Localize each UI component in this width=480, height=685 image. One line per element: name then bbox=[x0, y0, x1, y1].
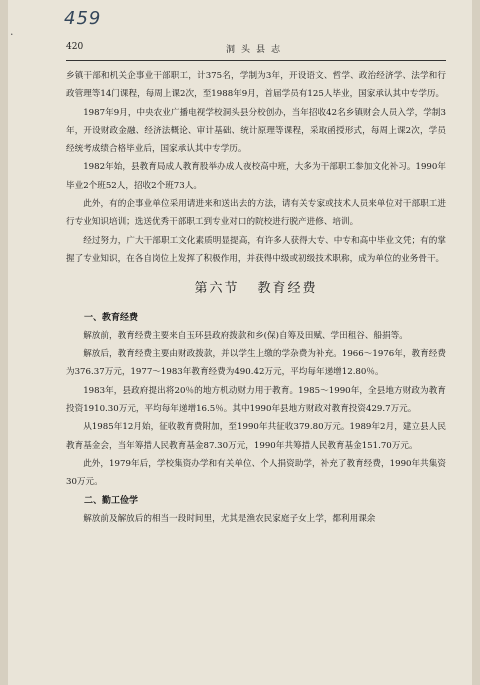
paragraph: 解放后，教育经费主要由财政拨款，并以学生上缴的学杂费为补充。1966～1976年，教育经费为376.37万元，1977～1983年教育经费为490.42万元，平均每年递增12.80％。 bbox=[66, 349, 446, 378]
paragraph: 1983年，县政府提出将20％的地方机动财力用于教育。1985～1990年，全县地方财政为教育投资1910.30万元，平均每年递增16.5％。其中1990年县地方财政对教育投资429.7万元。 bbox=[66, 385, 446, 415]
handwritten-page-number: 459 bbox=[64, 8, 102, 29]
paragraph: 此外，1979年后，学校集资办学和有关单位、个人捐资助学，补充了教育经费，1990年共集资30万元。 bbox=[66, 458, 446, 488]
book-title: 洞头县志 bbox=[225, 45, 286, 55]
section-number: 第六节 bbox=[194, 281, 240, 297]
book-page bbox=[8, 0, 472, 685]
subsection-heading: 二、勤工俭学 bbox=[84, 495, 139, 506]
section-heading bbox=[66, 280, 446, 298]
paragraph: 解放前，教育经费主要来自玉环县政府拨款和乡(保)自筹及田赋、学田租谷、船捐等。 bbox=[83, 330, 408, 341]
running-header bbox=[66, 42, 446, 58]
paragraph: 从1985年12月始，征收教育费附加，至1990年共征收379.80万元。1989年2月，建立县人民教育基金会，当年筹措人民教育基金87.30万元，1990年共筹措人民教育基金151.70万元。 bbox=[66, 422, 446, 451]
paragraph: 解放前及解放后的相当一段时间里，尤其是渔农民家庭子女上学，都利用课余 bbox=[83, 513, 376, 524]
header-rule bbox=[66, 60, 446, 61]
corner-mark: · bbox=[10, 28, 14, 41]
subsection-heading: 一、教育经费 bbox=[84, 312, 139, 323]
paragraph: 此外，有的企事业单位采用请进来和送出去的方法，请有关专家或技术人员来单位对干部职工进行专业知识培训；选送优秀干部职工到专业对口的院校进行脱产进修、培训。 bbox=[66, 199, 446, 228]
page-body bbox=[66, 67, 446, 528]
paragraph: 经过努力，广大干部职工文化素质明显提高，有许多人获得大专、中专和高中毕业文凭；有的掌握了专业知识，在各自岗位上发挥了积极作用，并获得中级或初级技术职称，成为单位的业务骨干。 bbox=[66, 235, 446, 264]
paragraph: 1987年9月，中央农业广播电视学校洞头县分校创办，当年招收42名乡镇财会人员入学，学制3年，开设财政金融、经济法概论、审计基础、统计原理等课程，采取函授形式，每周上课2次，学员经统考成绩合格毕业后，国家承认其中专学历。 bbox=[66, 107, 446, 155]
page-number: 420 bbox=[66, 42, 84, 52]
paragraph: 乡镇干部和机关企事业干部职工，计375名，学制为3年，开设语文、哲学、政治经济学、法学和行政管理等14门课程，每周上课2次，至1988年9月，首届学员有125人毕业，国家承认其中专学历。 bbox=[66, 71, 446, 100]
paragraph: 1982年始，县教育局成人教育股举办成人夜校高中班，大多为干部职工参加文化补习。1990年毕业2个班52人，招收2个班73人。 bbox=[66, 162, 446, 191]
section-title: 教育经费 bbox=[257, 281, 318, 297]
